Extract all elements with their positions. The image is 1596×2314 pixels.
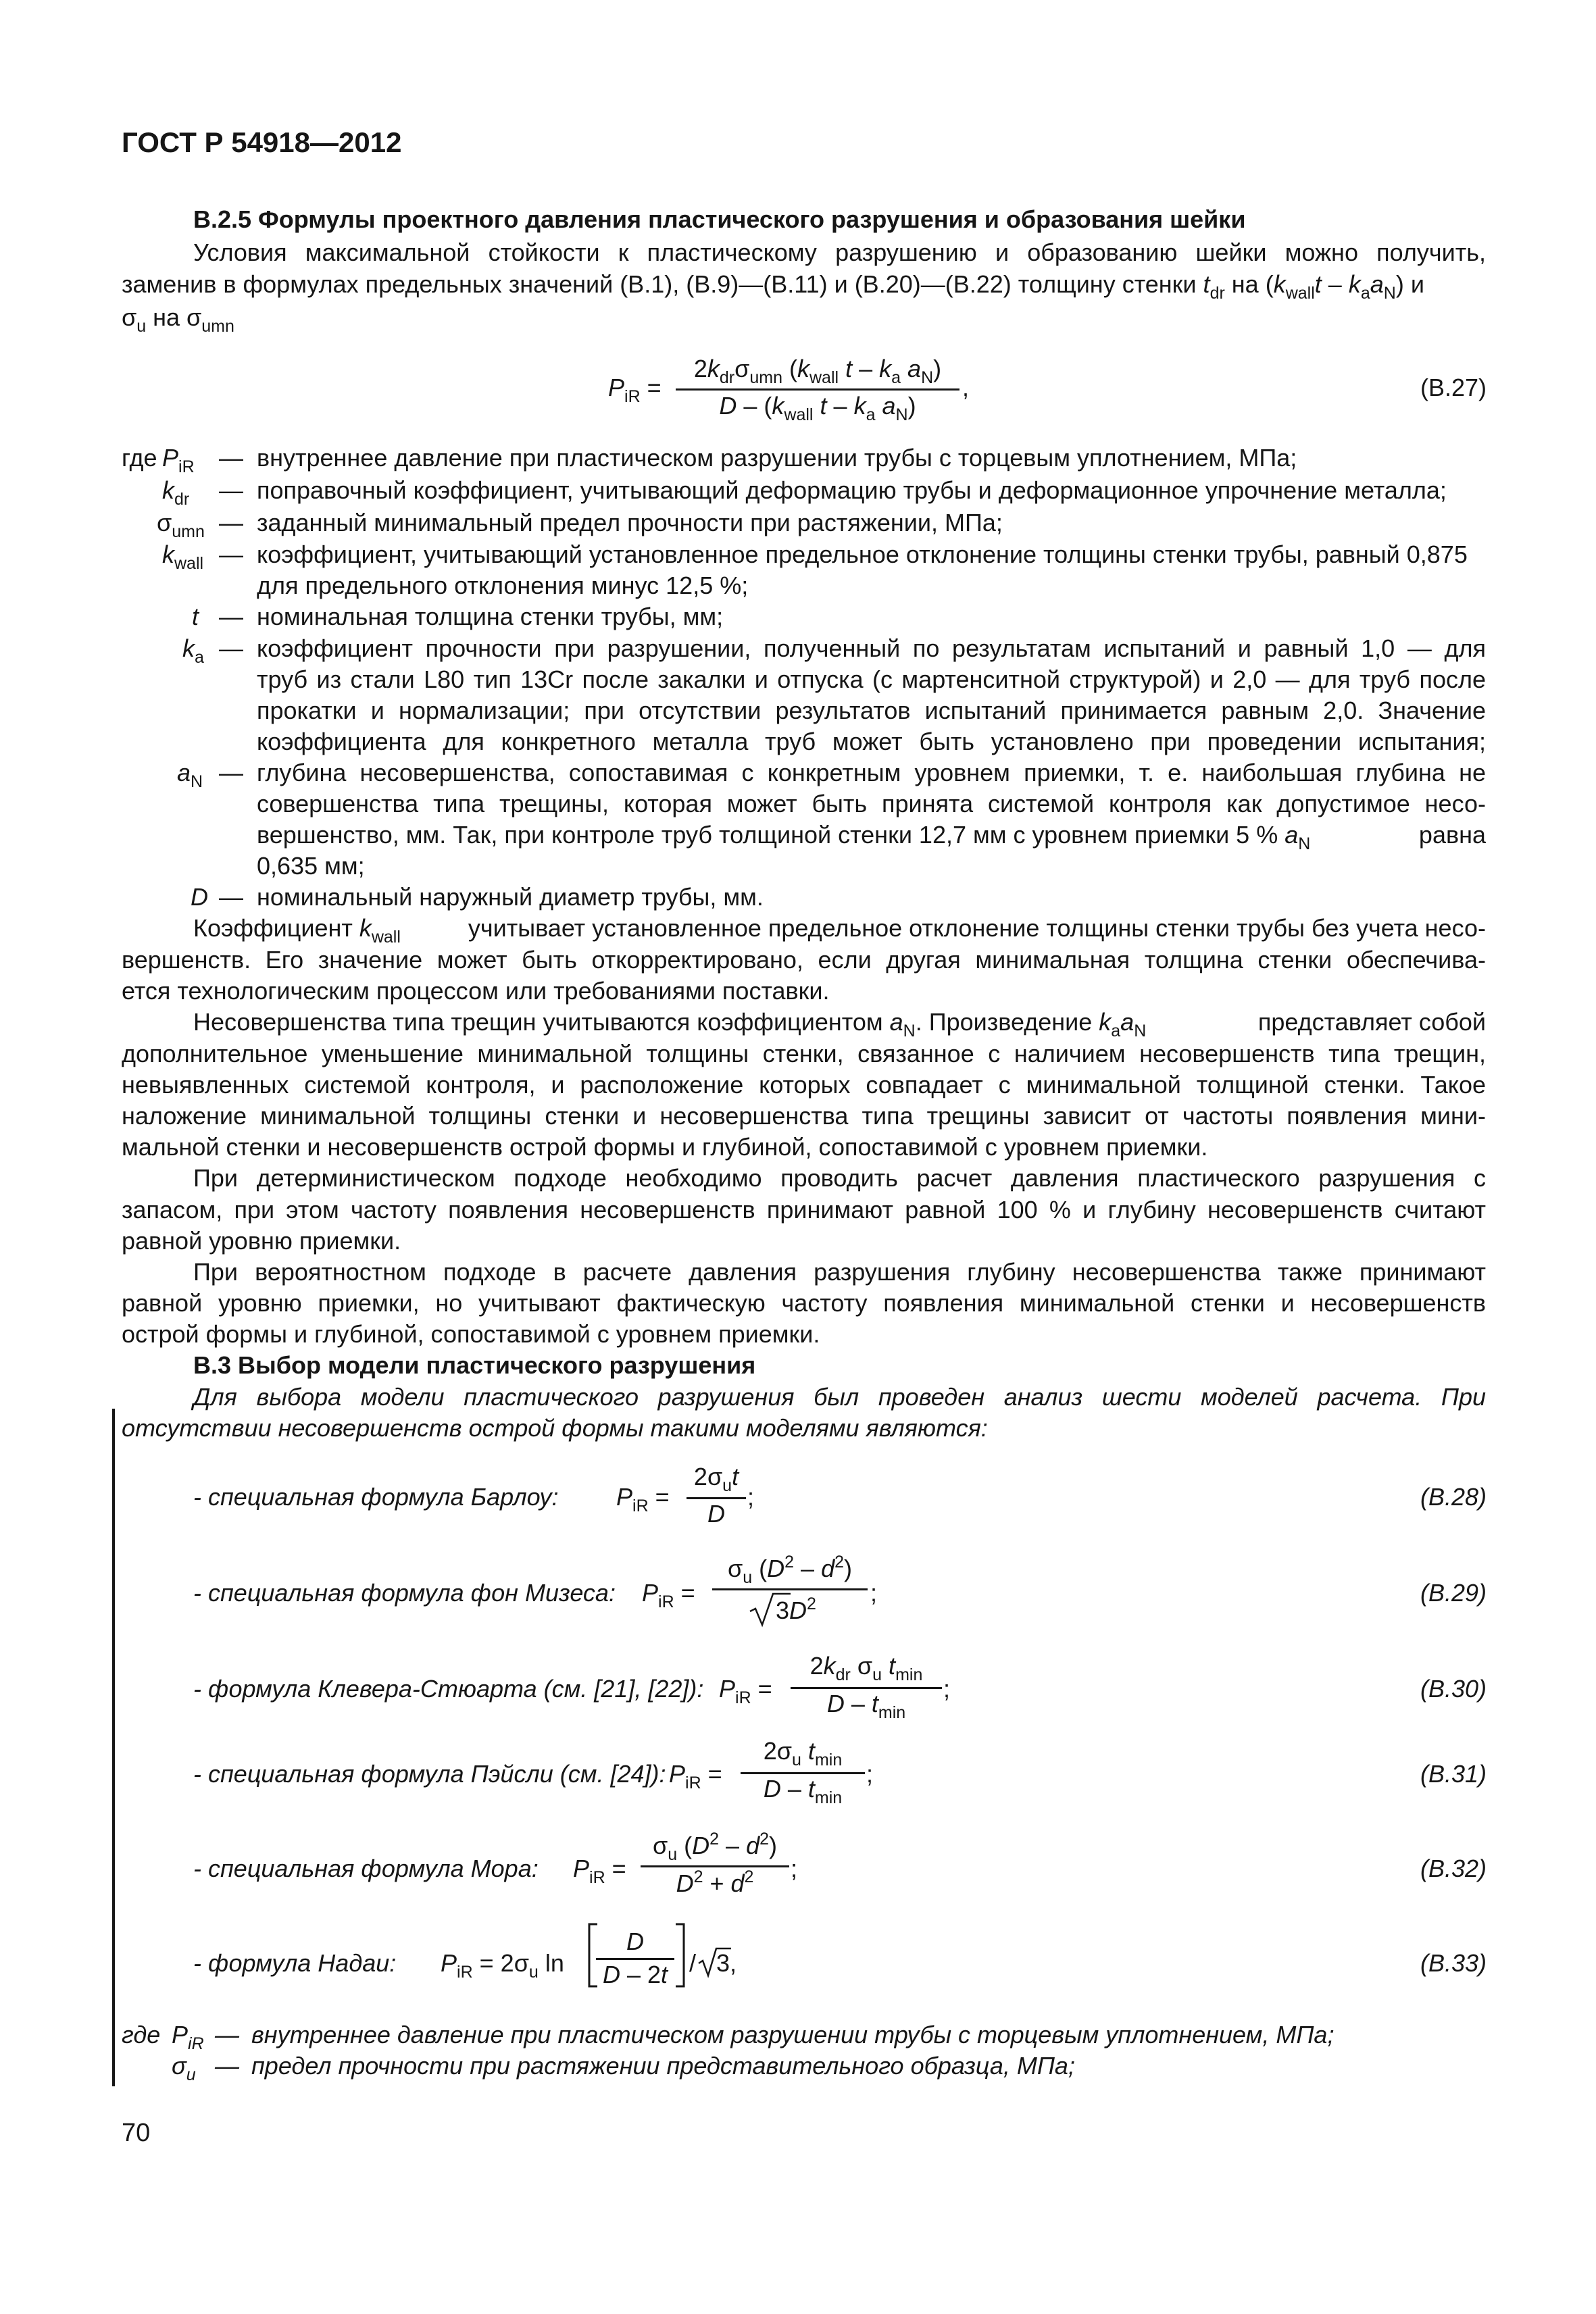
formula-semicolon: ; (866, 1760, 874, 1788)
def-text-kwall: коэффициент, учитывающий установленное предельное отклонение толщины стенки трубы, равный 0,875 (257, 540, 1468, 568)
formula-b27-fraction-bar (676, 388, 959, 391)
formula-lhs: $P_{iR}$ = (616, 1483, 670, 1515)
formula-numerator: $2\sigma_u$ $t_{min}$ (763, 1737, 843, 1769)
where-label: где (122, 2021, 161, 2048)
def-text-an-cont: 0,635 мм; (257, 852, 365, 880)
formula-denominator: D – $t_{min}$ (826, 1690, 906, 1722)
formula-number: (В.29) (1420, 1579, 1487, 1607)
section-heading-b25: В.2.5 Формулы проектного давления пластического разрушения и образования шейки (193, 205, 1246, 233)
b3-intro-line2: отсутствии несовершенств острой формы такими моделями являются: (122, 1414, 988, 1442)
def-dash: — (219, 540, 243, 568)
formula-number: (В.32) (1420, 1855, 1487, 1882)
paragraph-line: При детерминистическом подходе необходимо проводить расчет давления пластического разрушения с (193, 1164, 1486, 1192)
para-b25-line2: заменив в формулах предельных значений (В.1), (В.9)—(В.11) и (В.20)—(В.22) толщину стенки $t_{dr}$ на $(k_{wall}t - k_aa_N)$ и (122, 270, 1424, 303)
formula-b27-denominator: D – ($k_{wall}$ t – $k_a$ $a_N$) (719, 392, 916, 424)
paragraph-line: Коэффициент $k_{wall}$ учитывает установленное предельное отклонение толщины стенки трубы без учета несо- (193, 914, 1486, 947)
def-text-ka-cont: коэффициента для конкретного металла труб может быть установлено при проведении испытания; (257, 728, 1486, 755)
formula-fraction-bar (641, 1865, 789, 1867)
formula-label: - формула Клевера-Стюарта (см. [21], [22]): (193, 1675, 704, 1703)
def-text-pir: внутреннее давление при пластическом разрушении трубы с торцевым уплотнением, МПа; (257, 444, 1297, 472)
formula-denominator: $3D^2$ (776, 1594, 816, 1624)
formula-b27-number: (В.27) (1420, 374, 1487, 401)
def-symbol-sigma-umn: $\sigma_{umn}$ (157, 509, 205, 541)
def-dash: — (215, 2021, 239, 2048)
formula-semicolon: ; (747, 1483, 755, 1511)
paragraph-line: равной уровню приемки, но учитывают фактическую частоту появления минимальной стенки и несовершенств (122, 1289, 1486, 1317)
section-heading-b3: В.3 Выбор модели пластического разрушения (193, 1351, 756, 1379)
formula-fraction-bar (791, 1687, 942, 1689)
def-text-kwall-cont: для предельного отклонения минус 12,5 %; (257, 572, 749, 599)
def-text-t: номинальная толщина стенки трубы, мм; (257, 603, 724, 630)
paragraph-line: наложение минимальной толщины стенки и несовершенства типа трещины зависит от частоты появления мини- (122, 1102, 1486, 1130)
formula-fraction-bar (687, 1497, 746, 1499)
formula-numerator: D (626, 1928, 644, 1955)
formula-number: (В.30) (1420, 1675, 1487, 1703)
formula-semicolon: ; (943, 1675, 951, 1703)
formula-label: - формула Надаи: (193, 1949, 397, 1977)
def-dash: — (219, 444, 243, 472)
def-symbol-an: $a_N$ (177, 759, 203, 791)
formula-label: - специальная формула фон Мизеса: (193, 1579, 616, 1607)
def-text-ka-cont: прокатки и нормализации; при отсутствии результатов испытаний принимается равным 2,0. Значение (257, 697, 1486, 724)
change-bar (112, 1409, 115, 2086)
formula-denominator: D – 2t (602, 1961, 668, 1988)
formula-b27-numerator: $2k_{dr}\sigma_{umn}$ ($k_{wall}$ t – $k_a$ $a_N$) (693, 355, 942, 387)
formula-slash: / (689, 1949, 697, 1977)
def-dash: — (219, 509, 243, 536)
formula-b27-lhs: $P_{iR}$ = (608, 374, 662, 406)
paragraph-line: ется технологическим процессом или требованиями поставки. (122, 977, 830, 1005)
paragraph-line: невыявленных системой контроля, и расположение которых совпадает с минимальной толщиной стенки. Такое (122, 1071, 1486, 1099)
paragraph-line: вершенств. Его значение может быть откорректировано, если другая минимальная толщина стенки обеспечива- (122, 946, 1486, 974)
formula-label: - специальная формула Мора: (193, 1855, 539, 1882)
def-dash: — (219, 634, 243, 662)
where-label: где (122, 444, 157, 472)
def-symbol-kdr: $k_{dr}$ (162, 476, 190, 509)
formula-numerator: $2\sigma_ut$ (693, 1463, 739, 1495)
paragraph-line: дополнительное уменьшение минимальной толщины стенки, связанное с наличием несовершенств типа трещин, (122, 1040, 1486, 1067)
formula-denominator: $D^2 + d^2$ (676, 1867, 754, 1897)
paragraph-line: острой формы и глубиной, сопоставимой с уровнем приемки. (122, 1320, 820, 1348)
def-text-pir: внутреннее давление при пластическом разрушении трубы с торцевым уплотнением, МПа; (251, 2021, 1335, 2048)
def-text-kdr: поправочный коэффициент, учитывающий деформацию трубы и деформационное упрочнение металла; (257, 476, 1447, 504)
formula-semicolon: ; (791, 1855, 798, 1882)
formula-number: (В.33) (1420, 1949, 1487, 1977)
def-dash: — (219, 603, 243, 630)
formula-fraction-bar (741, 1772, 865, 1774)
formula-numerator: $2k_{dr}$ $\sigma_u$ $t_{min}$ (809, 1652, 923, 1684)
formula-fraction-bar (712, 1588, 868, 1590)
def-dash: — (215, 2052, 239, 2080)
def-symbol-t: t (192, 603, 199, 630)
def-symbol-pir: $P_{iR}$ (172, 2021, 204, 2053)
def-symbol-sigma-u: $\sigma_u$ (172, 2052, 196, 2084)
formula-fraction-bar (596, 1958, 674, 1960)
formula-label: - специальная формула Пэйсли (см. [24]): (193, 1760, 666, 1788)
formula-lhs: $P_{iR}$ = (669, 1760, 722, 1792)
formula-b27-comma: , (962, 374, 970, 401)
para-b25-line1: Условия максимальной стойкости к пластическому разрушению и образованию шейки можно получить, (193, 238, 1486, 266)
def-text-an-cont: вершенство, мм. Так, при контроле труб толщиной стенки 12,7 мм с уровнем приемки 5 % $a_N$ равна (257, 821, 1486, 853)
formula-numerator: $\sigma_u$ $(D^2 - d^2)$ (653, 1830, 777, 1864)
def-text-an-cont: совершенства типа трещины, которая может быть принята системой контроля как допустимое несо- (257, 790, 1486, 818)
paragraph-line: Несовершенства типа трещин учитываются коэффициентом $a_N$. Произведение $k_aa_N$ представляет собой (193, 1008, 1486, 1040)
paragraph-line: При вероятностном подходе в расчете давления разрушения глубину несовершенства также принимают (193, 1258, 1486, 1286)
paragraph-line: равной уровню приемки. (122, 1227, 401, 1255)
page-number: 70 (122, 2119, 151, 2147)
def-text-sigma-umn: заданный минимальный предел прочности при растяжении, МПа; (257, 509, 1003, 536)
def-dash: — (219, 759, 243, 786)
formula-denominator: D – $t_{min}$ (763, 1775, 843, 1807)
def-symbol-pir: $P_{iR}$ (162, 444, 195, 476)
formula-lhs: $P_{iR}$ = (642, 1579, 695, 1611)
b3-intro-line1: Для выбора модели пластического разрушения был проведен анализ шести моделей расчета. При (193, 1383, 1486, 1411)
def-text-an: глубина несовершенства, сопоставимая с конкретным уровнем приемки, т. е. наибольшая глубина не (257, 759, 1486, 786)
formula-lhs: $P_{iR}$ = (719, 1675, 772, 1707)
def-dash: — (219, 476, 243, 504)
doc-code: ГОСТ Р 54918—2012 (122, 126, 402, 158)
formula-label: - специальная формула Барлоу: (193, 1483, 559, 1511)
def-text-d: номинальный наружный диаметр трубы, мм. (257, 883, 764, 911)
formula-lhs: $P_{iR}$ = (573, 1855, 626, 1887)
formula-denominator: D (707, 1500, 725, 1528)
radical-sign (750, 1592, 777, 1628)
formula-number: (В.28) (1420, 1483, 1487, 1511)
formula-numerator: $\sigma_u$ $(D^2 - d^2)$ (728, 1553, 852, 1587)
def-symbol-kwall: $k_{wall}$ (162, 540, 204, 573)
para-b25-line3: $\sigma_u$ на $\sigma_{umn}$ (122, 303, 234, 336)
def-text-ka-cont: труб из стали L80 тип 13Cr после закалки и отпуска (с мартенситной структурой) и 2,0 — для труб после (257, 665, 1486, 693)
paragraph-line: запасом, при этом частоту появления несовершенств принимают равной 100 % и глубину несовершенств считают (122, 1196, 1486, 1224)
def-text-sigma-u: предел прочности при растяжении представительного образца, МПа; (251, 2052, 1075, 2080)
def-dash: — (219, 883, 243, 911)
formula-lhs: $P_{iR} = 2\sigma_u$ ln (441, 1949, 564, 1982)
def-text-ka: коэффициент прочности при разрушении, полученный по результатам испытаний и равный 1,0 — для (257, 634, 1486, 662)
paragraph-line: мальной стенки и несовершенств острой формы и глубиной, сопоставимой с уровнем приемки. (122, 1133, 1208, 1161)
formula-sqrt-arg: 3, (716, 1949, 737, 1977)
formula-semicolon: ; (870, 1579, 878, 1607)
right-bracket (673, 1923, 687, 1988)
def-symbol-ka: $k_a$ (182, 634, 204, 667)
formula-number: (В.31) (1420, 1760, 1487, 1788)
def-symbol-d: D (191, 883, 208, 911)
